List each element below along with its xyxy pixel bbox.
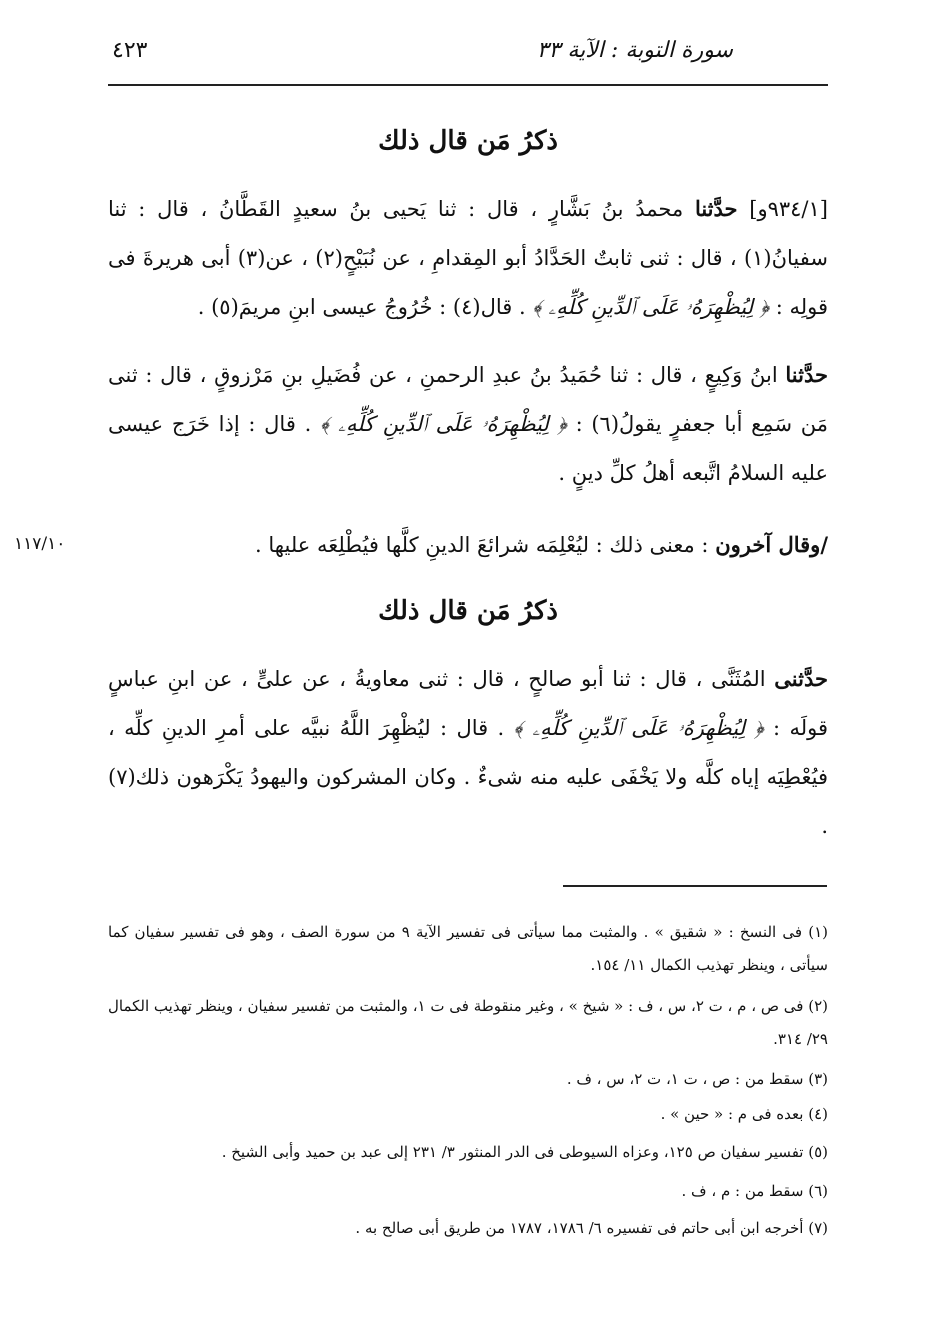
page-number: ٤٢٣ xyxy=(112,38,148,63)
paragraph-2 xyxy=(108,350,828,498)
hadith-lead: حدَّثنى xyxy=(774,666,828,691)
paragraph-tail: . قال(٤) : خُرُوجُ عيسى ابنِ مريمَ(٥) . xyxy=(197,295,526,319)
paragraph-3 xyxy=(108,520,828,570)
footnote-1: (١) فى النسخ : « شقيق » . والمثبت مما سيأتى فى تفسير الآية ٩ من سورة الصف ، وهو فى تفسير سفيان كما سيأتى ، وينظر تهذيب الكمال ١١/ ١٥٤. xyxy=(108,923,828,974)
paragraph-1 xyxy=(108,184,828,332)
quran-quote: ﴿ لِيُظْهِرَهُۥ عَلَى ٱلدِّينِ كُلِّهِۦ ﴾ xyxy=(532,295,770,319)
running-header xyxy=(108,38,828,72)
margin-reference: ١١٧/١٠ xyxy=(14,534,66,554)
paragraph-text: ابنُ وَكِيعٍ ، قال : ثنا حُمَيدُ بنُ عبدِ الرحمنِ ، عن فُضَيلِ بنِ مَرْزوقٍ ، قال : ثنى مَن سَمِع أبا جعفرٍ يقولُ(٦) : xyxy=(108,363,828,436)
quran-quote: ﴿ لِيُظْهِرَهُۥ عَلَى ٱلدِّينِ كُلِّهِۦ ﴾ xyxy=(513,716,764,740)
paragraph-text: محمدُ بنُ بَشَّارٍ ، قال : ثنا يَحيى بنُ سعيدٍ القَطَّانُ ، قال : ثنا سفيانُ(١) ، قال : ثنى ثابتٌ الحَدَّادُ أبو المِقدامِ ، عن نُبَيْحٍ(٢) ، عن(٣) أبى هريرةَ فى قولِه : xyxy=(108,197,828,319)
section-heading-1: ذكرُ مَن قال ذلك xyxy=(378,126,558,156)
footnote-7: (٧) أخرجه ابن أبى حاتم فى تفسيره ٦/ ١٧٨٦، ١٧٨٧ من طريق أبى صالح به . xyxy=(355,1219,828,1237)
paragraph-tail: . قال : ليُظْهِرَ اللَّهُ نبيَّه على أمرِ الدينِ كلِّه ، فيُعْطِيَه إياه كلَّه ولا يَخْفَى عليه منه شىءٌ . وكان المشركون واليهودُ يَكْرَهون ذلك(٧) . xyxy=(108,716,828,838)
header-rule xyxy=(108,84,828,86)
running-title: سورة التوبة : الآية ٣٣ xyxy=(536,38,733,63)
paragraph-4 xyxy=(108,654,828,851)
hadith-lead: حدَّثنا xyxy=(785,362,828,387)
hadith-lead: /وقال آخرون xyxy=(715,532,828,557)
paragraph-tail: . قال : إذا خَرَج عيسى عليه السلامُ اتَّبعه أهلُ كلِّ دينٍ . xyxy=(108,412,828,485)
quran-quote: ﴿ لِيُظْهِرَهُۥ عَلَى ٱلدِّينِ كُلِّهِۦ ﴾ xyxy=(319,412,567,436)
hadith-lead: حدَّثنا xyxy=(694,196,738,221)
paragraph-text: : معنى ذلك : ليُعْلِمَه شرائعَ الدينِ كلَّها فيُطْلِعَه عليها . xyxy=(255,533,709,557)
manuscript-ref: [٩٣٤/١و] xyxy=(749,197,828,221)
footnote-rule xyxy=(563,885,827,887)
footnote-2: (٢) فى ص ، م ، ت ٢، س ، ف : « شيخ » ، وغير منقوطة فى ت ١، والمثبت من تفسير سفيان ، وينظر تهذيب الكمال ٢٩/ ٣١٤. xyxy=(108,997,828,1048)
footnote-3: (٣) سقط من : ص ، ت ١، ت ٢، س ، ف . xyxy=(566,1070,828,1088)
footnote-4: (٤) بعده فى م : « حين » . xyxy=(660,1105,828,1123)
footnote-6: (٦) سقط من : م ، ف . xyxy=(681,1182,828,1200)
paragraph-text: المُثَنَّى ، قال : ثنا أبو صالحٍ ، قال : ثنى معاويةُ ، عن علىٍّ ، عن ابنِ عباسٍ قولَه : xyxy=(108,667,828,740)
footnote-5: (٥) تفسير سفيان ص ١٢٥، وعزاه السيوطى فى الدر المنثور ٣/ ٢٣١ إلى عبد بن حميد وأبى الشيخ . xyxy=(221,1143,828,1161)
section-heading-2: ذكرُ مَن قال ذلك xyxy=(378,596,558,626)
